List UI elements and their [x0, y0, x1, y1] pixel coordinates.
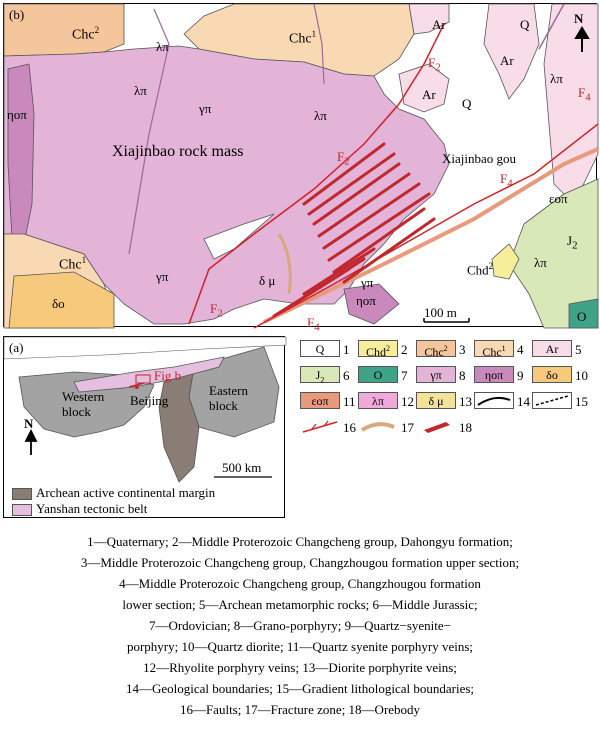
legend-number-9: 9 — [517, 368, 524, 383]
label-western-block: Western block — [62, 389, 105, 419]
legend-swatch-1: Q — [300, 340, 340, 357]
legend-number-16: 16 — [343, 420, 356, 435]
map-a-north: N — [24, 416, 34, 431]
legend-swatch-5: Ar — [532, 340, 572, 357]
label-ar-3: Ar — [500, 53, 514, 68]
unit-lp-right — [544, 4, 598, 204]
label-chc1-left: Chc$^1$ — [59, 255, 87, 273]
label-nop-low: ηοπ — [356, 293, 376, 308]
legend-number-6: 6 — [343, 368, 350, 383]
label-f2-low: $F_2$ — [210, 301, 223, 320]
label-q-1: Q — [520, 17, 530, 32]
label-f2-mid: $F_2$ — [337, 149, 350, 168]
legend-number-18: 18 — [459, 420, 472, 435]
label-gp-low: γπ — [156, 269, 169, 284]
label-f4-right: $F_4$ — [578, 85, 591, 104]
legend-number-14: 14 — [517, 394, 530, 409]
label-lp-mid: λπ — [134, 83, 147, 98]
caption-line: lower section; 5—Archean metamorphic rocks; 6—Middle Jurassic; — [122, 597, 478, 612]
label-eastern-block: Eastern block — [209, 383, 248, 413]
label-fig-b: Fig.b — [154, 368, 182, 383]
legend-swatch-8: γπ — [416, 366, 456, 383]
legend-number-11: 11 — [343, 394, 356, 409]
caption-line: 1—Quaternary; 2—Middle Proterozoic Changcheng group, Dahongyu formation; — [87, 534, 513, 549]
legend-swatch-12: λπ — [358, 392, 398, 409]
map-b-panel-label: (b) — [9, 7, 25, 22]
legend-number-4: 4 — [517, 342, 524, 357]
label-lp-j: λπ — [534, 255, 547, 270]
label-chc1-top: Chc$^1$ — [289, 29, 317, 47]
caption-line: 3—Middle Proterozoic Changcheng group, Changzhougou formation upper section; — [80, 555, 520, 570]
label-rock-mass: Xiajinbao rock mass — [112, 143, 244, 160]
label-gp-top: γπ — [199, 101, 212, 116]
legend-number-13: 13 — [459, 394, 472, 409]
legend-swatch-7: O — [358, 366, 398, 383]
caption-line: 4—Middle Proterozoic Changcheng group, Changzhougou formation — [119, 576, 481, 591]
legend-swatch-9: ηοπ — [474, 366, 514, 383]
label-gou: Xiajinbao gou — [442, 151, 517, 166]
legend-number-2: 2 — [401, 342, 408, 357]
legend-archean: Archean active continental margin — [36, 485, 216, 500]
label-ar-1: Ar — [432, 17, 446, 32]
legend-swatch-15 — [532, 392, 572, 409]
legend-yanshan: Yanshan tectonic belt — [36, 501, 148, 516]
geologic-map-b — [3, 3, 597, 334]
caption-line: 7—Ordovician; 8—Grano-porphyry; 9—Quartz−syenite− — [148, 618, 452, 633]
label-lp-center: λπ — [314, 108, 327, 123]
label-q-2: Q — [462, 96, 472, 111]
label-gp-small: γπ — [361, 275, 374, 290]
label-eop: εοπ — [549, 191, 568, 206]
legend-number-1: 1 — [343, 342, 350, 357]
label-lp-right: λπ — [550, 71, 563, 86]
caption-line: 14—Geological boundaries; 15—Gradient lithological boundaries; — [125, 681, 475, 696]
label-f4-low: $F_4$ — [307, 315, 320, 334]
label-do: δο — [52, 296, 65, 311]
legend-swatch-18 — [416, 418, 456, 435]
label-o: O — [577, 309, 587, 324]
legend-number-3: 3 — [459, 342, 466, 357]
legend-swatch-3: Chc$^2$ — [416, 340, 456, 357]
label-nop-left: ηοπ — [7, 107, 27, 122]
legend-swatch-2: Chd$^2$ — [358, 340, 398, 357]
legend-swatch-10: δο — [532, 366, 572, 383]
label-beijing: Beijing — [130, 393, 169, 408]
legend-swatch-14 — [474, 392, 514, 409]
label-dm: δ μ — [259, 273, 276, 288]
legend-number-5: 5 — [575, 342, 582, 357]
map-a-scale: 500 km — [222, 460, 262, 475]
label-f2-top: $F_2$ — [428, 55, 441, 74]
label-lp-top: λπ — [156, 39, 169, 54]
label-ar-2: Ar — [422, 87, 436, 102]
legend-number-17: 17 — [401, 420, 414, 435]
map-b-scale: 100 m — [424, 305, 457, 320]
legend-number-15: 15 — [575, 394, 588, 409]
label-j2: $J_2$ — [567, 233, 578, 252]
map-b-north: N — [574, 11, 584, 26]
map-a-panel-label: (a) — [9, 340, 24, 355]
label-chd2: Chd$^2$ — [467, 261, 494, 278]
legend-number-8: 8 — [459, 368, 466, 383]
legend-swatch-4: Chc$^1$ — [474, 340, 514, 357]
caption-line: porphyry; 10—Quartz diorite; 11—Quartz syenite porphyry veins; — [126, 639, 474, 654]
caption-line: 12—Rhyolite porphyry veins; 13—Diorite porphyrite veins; — [143, 660, 457, 675]
legend-number-7: 7 — [401, 368, 408, 383]
label-f4-mid: $F_4$ — [500, 171, 513, 190]
location-map-a — [3, 336, 285, 518]
legend-number-10: 10 — [575, 368, 588, 383]
label-chc2: Chc$^2$ — [72, 25, 100, 43]
legend-number-12: 12 — [401, 394, 414, 409]
legend-swatch-13: δ μ — [416, 392, 456, 409]
legend-swatch-6: $J_2$ — [300, 366, 340, 383]
map-legend — [300, 340, 598, 490]
legend-swatch-16 — [300, 418, 340, 435]
legend-swatch-17 — [358, 418, 398, 435]
caption-line: 16—Faults; 17—Fracture zone; 18—Orebody — [179, 702, 421, 717]
unit-ar-3 — [484, 4, 539, 99]
legend-swatch-11: εοπ — [300, 392, 340, 409]
